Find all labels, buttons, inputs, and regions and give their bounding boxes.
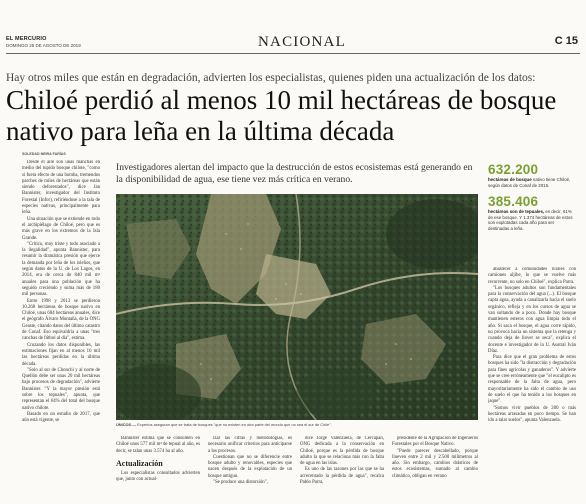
article-column-4 (300, 436, 384, 504)
headline: Chiloé perdió al menos 10 mil hectáreas de bosque nativo para leña en la última década (6, 85, 557, 146)
article-column-3 (208, 436, 292, 504)
paragraph: Para dice que el gran problema de estos bosques ha sido "la distracción y degradación para fines agrícolas y ganaderos". Y advierte que se cree erróneamente que "el eucalipto es responsable de la falta de agua, pero mayoritariamente ha sido el cambio de uso de suelo el que ha tenido a los bosques en jaque". (488, 355, 576, 405)
paragraph: dice Jorge Valenzuela, de Cercapan, ONG dedicada a la conservación en Chiloé, porque es la pérdida de bosque adulto la que se relaciona más con la falta de agua en las islas. (300, 436, 384, 467)
photo-caption (116, 422, 478, 427)
stat-rest: nativo tiene Chiloé, según datos de Conaf de 2016. (488, 177, 571, 188)
aerial-forest-photo (116, 194, 478, 420)
paragraph: presidente de la Agrupación de Ingenieros Forestales por el Bosque Nativo. (392, 436, 478, 448)
paragraph: "Los bosques adultos son fundamentales para la conservación del agua (...). El bosque capta agua, ayuda a canalizarla hacia el suelo orgánico, refleja y en los cursos de agua se van soltando de a poco. Donde hay bosque mantienen esteros con agua limpia todo el año. Si saca el bosque, el agua corre rápido, no provoca hacia un sistema que la retenga y cuando deja de llover se seca", explica el docente e investigador de la U. Austral Iván Díaz. (488, 285, 576, 354)
article-body-under-photo (116, 428, 478, 504)
paragraph: "Somos vivir pueblos de 200 o más hectáreas arrasadas en poco tiempo. Se han ido a talar suelos", apunta Valenzuela. (488, 405, 576, 424)
paragraph: "Puede parecer descabellado, porque llueven entre 2 mil y 2.500 milímetros al año. Sin embargo, cambios drásticos de estos ecosistemas, sumado al cambio climático, obligan en verano (392, 448, 478, 479)
stat-description (488, 177, 574, 188)
stats-sidebar (488, 162, 574, 238)
stat-rest: es decir, 61% de ese bosque. Y 1.374 hectáreas de estos son explotadas cada año para ser destinadas a leña. (488, 209, 573, 231)
paragraph: abastecer a comunidades rurales con camiones aljibe, lo que se vuelve más recurrente, no solo en Chiloé", explica Parra. (488, 267, 576, 285)
paragraph: Basado en un estudio de 2017, que aún está vigente, se (22, 411, 100, 424)
publication-date: DOMINGO 25 DE AGOSTO DE 2019 (6, 43, 81, 48)
stat-number: 385.406 (488, 194, 539, 210)
paragraph: Una situación que se extiende en todo el archipiélago de Chiloé, pero que es más grave en los extremos de la Isla Grande. (22, 216, 100, 241)
paragraph: izar las cifras y metodologías, es necesario unificar criterios para anticiparse a los procesos. (208, 436, 292, 454)
article-column-5 (392, 436, 478, 504)
article-column-2 (116, 436, 200, 504)
stat-number: 632.200 (488, 162, 539, 177)
stat-bold: hectáreas de bosque (488, 177, 532, 182)
subheading: Actualización (116, 458, 163, 468)
section-title: NACIONAL (258, 34, 346, 50)
caption-text: Expertos aseguran que se trata de bosques "que no existen en otra parte del mundo que no sea el sur de Chile". (137, 422, 332, 427)
caption-label: ÚNICOS.— (116, 422, 137, 427)
stat-bold: hectáreas son de tepuales, (488, 209, 545, 215)
paragraph: Entre 1998 y 2013 se perdieron 10.268 hectáreas de bosque nativo en Chiloé, unas 684 hectáreas anuales, dice el geógrafo Álvaro Montaña, de la ONG Geaste, citando datos del último catastro de Conaf. Eso equivaldría a unas "tres canchas de fútbol al día", estima. (22, 298, 100, 342)
paragraph: "Se produce una distorsión", (213, 480, 268, 486)
article-column-6 (488, 267, 576, 504)
subheadline: Investigadores alertan del impacto que la destrucción de estos ecosistemas está generando en la disponibilidad de agua, ese tiene vez más crítica en verano. (116, 162, 473, 186)
forest-photo-illustration (116, 194, 478, 420)
paragraph: Es uno de las razones por las que se ha acrecentado la pérdida de agua", recalca Pablo Parra, (300, 467, 384, 486)
paragraph: Cuestionan que no se diferencie entre bosque adulto y renovables, especies que nacen después de la explotación de un bosque antiguo. (208, 454, 292, 479)
paragraph: Los especialistas consultados advierten que, junto con actual- (116, 470, 200, 483)
stat-description (488, 209, 574, 231)
byline: SOLEDAD NEIRA FARÍAS (22, 152, 66, 156)
masthead (6, 32, 580, 54)
kicker: Hay otros miles que están en degradación, advierten los especialistas, quienes piden una actualización de los datos: (6, 72, 536, 84)
publication-name: EL MERCURIO (6, 36, 47, 42)
paragraph: Cruzando los datos disponibles, las estimaciones fijan en al menos 10 mil las hectáreas perdidas en la última década. (22, 342, 100, 367)
paragraph: Desde el aire son unas manchas en medio del tupido bosque chilote, "como si fuera efecto de una bomba, tremendos parches de miles de hectáreas que están siendo deforestados", dice Jan Bannister, investigador del Instituto Forestal (Infor), refiriéndose a la tala de especies nativas, principalmente para leña. (22, 160, 100, 216)
paragraph: "Solo al sur de Chonchi y al norte de Quellón debe ser unas 20 mil hectáreas bajo procesos de degradación", advierte Bannister. "Y la mayor presión está sobre los tepuales", apunta, que representan el 64% del total del bosque nativo chilote. (22, 367, 100, 411)
paragraph: Bannister estima que se consumen en Chiloé unos 577 mil m³ de tepual al año, es decir, se talan unas 3.574 ha al año. (116, 436, 200, 454)
article-column-1 (22, 160, 100, 504)
header-divider (6, 53, 580, 54)
paragraph: "Crítico, muy triste y todo asociado a la ilegalidad", apunta Bannister, para resumir la dramática presión que ejerce la demanda por leña de los isleños, que según datos de la U. de Los Lagos, en 2014, era de cerca de 840 mil m³ anuales para una población que ha seguido creciendo y suma más de 180 mil personas. (22, 241, 100, 298)
page-number: C 15 (554, 35, 578, 47)
